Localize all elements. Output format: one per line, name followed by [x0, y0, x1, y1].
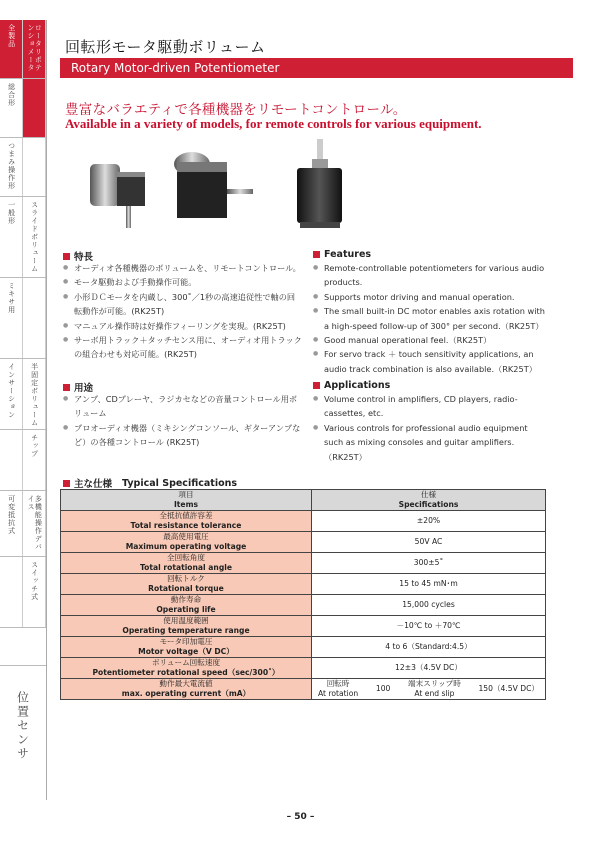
sidebar-tab-chip[interactable]: チップ	[23, 430, 46, 490]
spec-value: 12±3（4.5V DC）	[312, 658, 546, 679]
list-item: ● モータ駆動および手動操作可能。	[63, 275, 303, 289]
list-item: ● アンプ、CDプレーヤ、ラジカセなどの音量コントロール用ボリューム	[63, 392, 303, 421]
list-item: ● プロオーディオ機器（ミキシングコンソール、ギターアンプなど）の各種コントロール (RK25T)	[63, 421, 303, 450]
sidebar-tab-rotary-continued[interactable]	[23, 79, 46, 137]
list-item: ● Supports motor driving and manual operation.	[313, 290, 547, 304]
table-row	[61, 679, 546, 700]
sidebar-row	[0, 138, 46, 197]
sidebar-tab-multi-control-devices[interactable]: 多機能操作デバイス	[23, 491, 46, 556]
features-jp-list	[63, 261, 303, 362]
spec-item: ボリューム回転速度 Potentiometer rotational speed（sec/300˚）	[61, 658, 312, 679]
tagline-en: Available in a variety of models, for remote controls for various equipment.	[65, 116, 482, 131]
rotation-value: 100	[375, 684, 391, 693]
sidebar-tab-blank	[0, 557, 23, 627]
table-row	[61, 616, 546, 637]
list-item: ● Good manual operational feel.（RK25T）	[313, 333, 547, 347]
table-row	[61, 574, 546, 595]
table-row	[61, 658, 546, 679]
sidebar-tab-mixer[interactable]: ミキサ用	[0, 278, 23, 358]
list-item: ● For servo track ＋ touch sensitivity applications, an audio track combination is also available.（RK25T）	[313, 347, 547, 376]
sidebar-divider	[46, 20, 47, 800]
list-item: ● Various controls for professional audio equipment such as mixing consoles and guitar amplifiers.（RK25T）	[313, 421, 547, 464]
sidebar-tab-general-type[interactable]: 一般形	[0, 197, 23, 277]
sidebar-tab-blank	[23, 138, 46, 196]
features-en-heading: Features	[313, 249, 371, 260]
sidebar-row	[0, 359, 46, 430]
sidebar-tab-blank	[0, 430, 23, 490]
features-en-list	[313, 261, 547, 376]
sidebar-row	[0, 197, 46, 278]
uses-jp-list	[63, 392, 303, 450]
sidebar-tab-knob-operated[interactable]: つまみ操作形	[0, 138, 23, 196]
table-header-row	[61, 490, 546, 511]
sidebar-tab-insertion[interactable]: インサーション	[0, 359, 23, 429]
specs-table	[60, 489, 546, 700]
spec-value: 15,000 cycles	[312, 595, 546, 616]
bullet-square-icon	[313, 382, 320, 389]
tagline-jp: 豊富なバラエティで各種機器をリモートコントロール。	[65, 102, 407, 118]
sidebar-row	[0, 430, 46, 491]
bullet-square-icon	[63, 480, 70, 487]
list-item: ● 小形ＤＣモータを内蔵し、300˚／1秒の高速追従性で軸の回転動作が可能。(RK25T)	[63, 290, 303, 319]
specs-heading	[63, 476, 237, 490]
table-row	[61, 532, 546, 553]
list-item: ● The small built-in DC motor enables axis rotation with a high-speed follow-up of 300° per second.（RK25T）	[313, 304, 547, 333]
spec-item: モータ印加電圧 Motor voltage（V DC）	[61, 637, 312, 658]
spec-item: 回転トルク Rotational torque	[61, 574, 312, 595]
end-slip-label: 端末スリップ時 At end slip	[407, 679, 461, 698]
col-specs-header: 仕様 Specifications	[312, 490, 546, 511]
list-item: ● マニュアル操作時は好操作フィーリングを実現。(RK25T)	[63, 319, 303, 333]
sidebar-row	[0, 278, 46, 359]
list-item: ● Remote-controllable potentiometers for various audio products.	[313, 261, 547, 290]
product-photo-medium	[174, 152, 253, 218]
rotation-label: 回転時 At rotation	[318, 679, 359, 698]
category-sidebar	[0, 20, 46, 628]
table-row	[61, 637, 546, 658]
specs-heading-en: Typical Specifications	[122, 477, 238, 489]
col-items-header: 項目 Items	[61, 490, 312, 511]
sidebar-tab-trimmer-potentiometers[interactable]: 半固定ボリューム	[23, 359, 46, 429]
sidebar-tab-variable-resistor[interactable]: 可変抵抗式	[0, 491, 23, 556]
list-item: ● オーディオ各種機器のボリュームを、リモートコントロール。	[63, 261, 303, 275]
uses-jp-heading: 用途	[63, 380, 93, 394]
sidebar-row	[0, 557, 46, 628]
sidebar-row	[0, 491, 46, 557]
bullet-square-icon	[313, 251, 320, 258]
product-photo-large	[297, 139, 342, 228]
spec-value-current	[312, 679, 546, 700]
spec-item: 動作最大電流値 max. operating current（mA）	[61, 679, 312, 700]
sidebar-tab-general[interactable]: 総合形	[0, 79, 23, 137]
spec-value: 50V AC	[312, 532, 546, 553]
spec-value: 300±5˚	[312, 553, 546, 574]
spec-item: 最高使用電圧 Maximum operating voltage	[61, 532, 312, 553]
sidebar-tab-slide-potentiometers[interactable]: スライドボリューム	[23, 197, 46, 277]
spec-value: ±20%	[312, 511, 546, 532]
product-photo-small	[90, 164, 145, 228]
spec-value: 4 to 6（Standard:4.5）	[312, 637, 546, 658]
page-title-jp: 回転形モータ駆動ボリューム	[65, 38, 266, 56]
sidebar-tab-rotary-potentiometers[interactable]: ロータリポテンショメータ	[23, 20, 46, 78]
uses-en-list	[313, 392, 547, 464]
bullet-square-icon	[63, 253, 70, 260]
table-row	[61, 553, 546, 574]
uses-en-heading: Applications	[313, 380, 390, 391]
spec-value: －10℃ to ＋70℃	[312, 616, 546, 637]
end-slip-value: 150（4.5V DC）	[478, 684, 539, 693]
page-title-bar: Rotary Motor-driven Potentiometer	[60, 58, 573, 78]
spec-item: 全回転角度 Total rotational angle	[61, 553, 312, 574]
list-item: ● サーボ用トラック＋タッチセンス用に、オーディオ用トラックの組合わせも対応可能。(RK25T)	[63, 333, 303, 362]
spec-item: 使用温度範囲 Operating temperature range	[61, 616, 312, 637]
list-item: ● Volume control in amplifiers, CD players, radio-cassettes, etc.	[313, 392, 547, 421]
spec-item: 動作寿命 Operating life	[61, 595, 312, 616]
sidebar-tab-position-sensors[interactable]: 位置センサ	[0, 665, 46, 786]
spec-item: 全抵抗値許容差 Total resistance tolerance	[61, 511, 312, 532]
page-number: – 50 –	[286, 812, 315, 822]
specs-heading-jp: 主な仕様	[74, 479, 113, 490]
bullet-square-icon	[63, 384, 70, 391]
product-photos	[62, 134, 362, 234]
sidebar-row	[0, 79, 46, 138]
sidebar-tab-switch-type[interactable]: スイッチ式	[23, 557, 46, 627]
sidebar-tab-all-products[interactable]: 全製品	[0, 20, 23, 78]
features-jp-heading: 特長	[63, 249, 93, 263]
table-row	[61, 511, 546, 532]
spec-value: 15 to 45 mN･m	[312, 574, 546, 595]
table-row	[61, 595, 546, 616]
sidebar-row	[0, 20, 46, 79]
sidebar-tab-blank	[23, 278, 46, 358]
